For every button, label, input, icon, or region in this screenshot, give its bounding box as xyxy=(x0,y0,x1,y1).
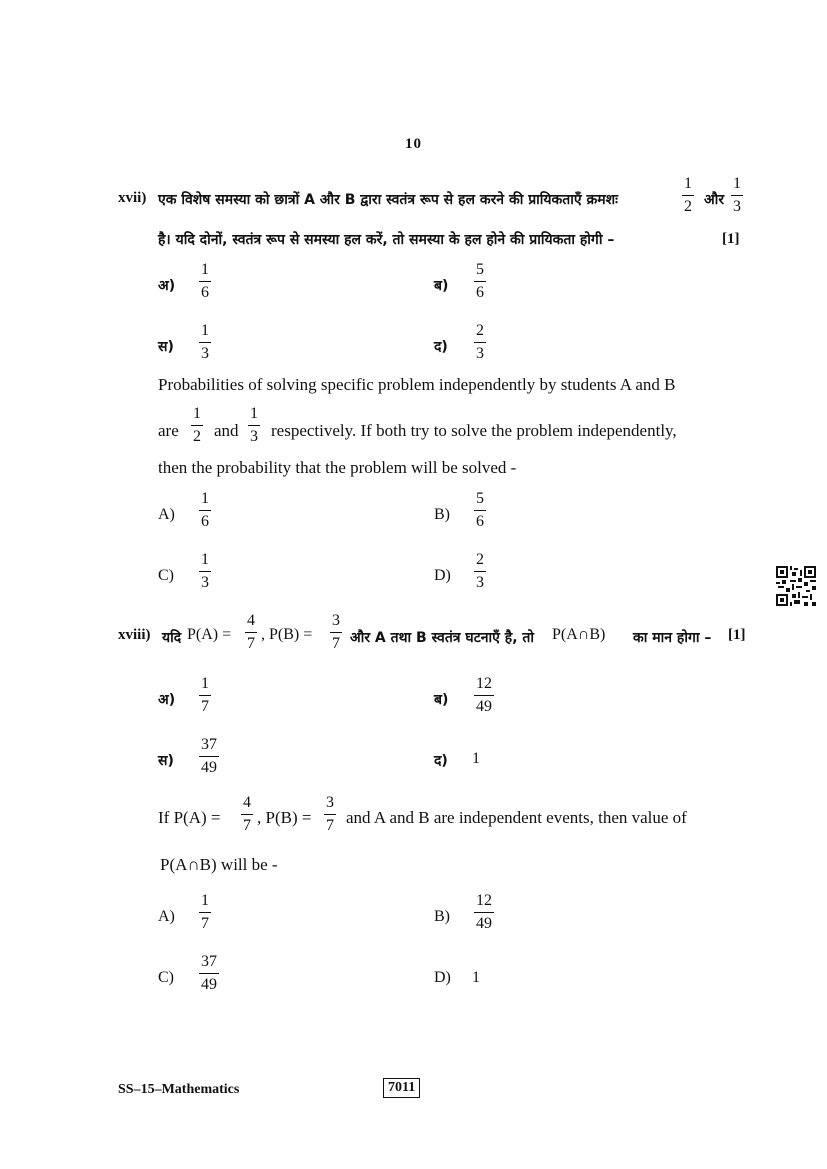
q17-hi-option-a-value xyxy=(199,262,211,301)
q17-en-option-c-value xyxy=(199,552,211,591)
q18-en-option-a-value xyxy=(199,893,211,932)
q17-en-line2: respectively. If both try to solve the problem independently, xyxy=(271,421,677,440)
footer-subject: SS–15–Mathematics xyxy=(118,1082,240,1097)
q18-en-frac-pa xyxy=(241,795,253,834)
q18-frac-pa xyxy=(245,613,257,652)
q18-en-option-b-value xyxy=(474,893,494,932)
q18-hi-option-d-label: द) xyxy=(434,753,448,769)
page-number: 10 xyxy=(405,136,422,152)
numerator: 3 xyxy=(330,613,342,633)
denominator: 7 xyxy=(201,698,209,715)
denominator: 7 xyxy=(247,635,255,652)
q18-en-if: If P(A) = xyxy=(158,808,221,827)
denominator: 7 xyxy=(326,817,334,834)
q18-en-option-c-value xyxy=(199,954,219,993)
q17-hi-option-a-label: अ) xyxy=(158,278,176,294)
denominator: 49 xyxy=(476,698,492,715)
numerator: 37 xyxy=(199,737,219,757)
q17-frac-a xyxy=(682,176,694,215)
denominator: 49 xyxy=(476,915,492,932)
numerator: 4 xyxy=(241,795,253,815)
q17-aur: और xyxy=(704,192,725,208)
numerator: 4 xyxy=(245,613,257,633)
q17-hi-option-c-value xyxy=(199,323,211,362)
q18-hi-option-b-label: ब) xyxy=(434,692,449,708)
q18-en-option-c-label: C) xyxy=(158,969,174,986)
denominator: 49 xyxy=(201,976,217,993)
q18-en-pb: , P(B) = xyxy=(257,808,312,827)
q18-hi-option-d-value: 1 xyxy=(472,750,480,767)
q17-en-and: and xyxy=(214,421,239,440)
denominator: 7 xyxy=(201,915,209,932)
numerator: 1 xyxy=(199,893,211,913)
denominator: 2 xyxy=(193,428,201,445)
qr-code-icon xyxy=(776,566,816,606)
q18-frac-pb xyxy=(330,613,342,652)
q18-hi-option-c-label: स) xyxy=(158,753,174,769)
numerator: 2 xyxy=(474,552,486,572)
q17-hi-option-b-value xyxy=(474,262,486,301)
question-number-18: xviii) xyxy=(118,627,151,643)
numerator: 1 xyxy=(191,406,203,426)
numerator: 1 xyxy=(199,552,211,572)
footer-paper-code: 7011 xyxy=(383,1078,420,1098)
q18-hi-option-b-value xyxy=(474,676,494,715)
q18-hi-option-c-value xyxy=(199,737,219,776)
q18-hindi-rest: और A तथा B स्वतंत्र घटनाएँ है, तो xyxy=(350,630,534,646)
denominator: 3 xyxy=(250,428,258,445)
question-number-17: xvii) xyxy=(118,190,147,206)
q18-en-option-b-label: B) xyxy=(434,908,450,925)
numerator: 1 xyxy=(682,176,694,196)
q17-marks: [1] xyxy=(722,231,740,247)
q17-en-frac-a xyxy=(191,406,203,445)
denominator: 3 xyxy=(476,574,484,591)
q18-hindi-end: का मान होगा – xyxy=(633,630,712,646)
numerator: 1 xyxy=(199,676,211,696)
numerator: 37 xyxy=(199,954,219,974)
q17-hi-option-b-label: ब) xyxy=(434,278,449,294)
q18-en-line2: P(A∩B) will be - xyxy=(160,855,278,874)
q17-en-option-c-label: C) xyxy=(158,567,174,584)
q17-en-line1: Probabilities of solving specific problem independently by students A and B xyxy=(158,375,676,394)
denominator: 6 xyxy=(476,284,484,301)
q17-frac-b xyxy=(731,176,743,215)
q17-en-frac-b xyxy=(248,406,260,445)
q18-pa: P(A) = xyxy=(187,626,232,643)
q17-en-are: are xyxy=(158,421,179,440)
numerator: 2 xyxy=(474,323,486,343)
q17-hi-option-d-label: द) xyxy=(434,339,448,355)
numerator: 3 xyxy=(324,795,336,815)
denominator: 7 xyxy=(243,817,251,834)
denominator: 3 xyxy=(476,345,484,362)
q18-en-frac-pb xyxy=(324,795,336,834)
denominator: 3 xyxy=(201,574,209,591)
q18-hi-option-a-value xyxy=(199,676,211,715)
numerator: 5 xyxy=(474,262,486,282)
q17-en-line3: then the probability that the problem will be solved - xyxy=(158,458,517,477)
q17-hindi-line1: एक विशेष समस्या को छात्रों A और B द्वारा स्वतंत्र रूप से हल करने की प्रायिकताएँ क्रमशः xyxy=(158,192,618,208)
q18-hi-option-a-label: अ) xyxy=(158,692,176,708)
q18-pb: , P(B) = xyxy=(261,626,313,643)
numerator: 12 xyxy=(474,893,494,913)
denominator: 6 xyxy=(201,513,209,530)
q17-hi-option-d-value xyxy=(474,323,486,362)
denominator: 3 xyxy=(201,345,209,362)
numerator: 1 xyxy=(248,406,260,426)
numerator: 1 xyxy=(199,491,211,511)
q18-yadi: यदि xyxy=(162,630,182,646)
q17-en-option-a-value xyxy=(199,491,211,530)
q17-en-option-d-value xyxy=(474,552,486,591)
q17-en-option-b-label: B) xyxy=(434,506,450,523)
numerator: 5 xyxy=(474,491,486,511)
denominator: 6 xyxy=(476,513,484,530)
q18-en-option-d-value: 1 xyxy=(472,969,480,986)
q18-en-option-a-label: A) xyxy=(158,908,175,925)
q17-en-option-d-label: D) xyxy=(434,567,451,584)
numerator: 1 xyxy=(199,262,211,282)
q18-pab: P(A∩B) xyxy=(552,626,606,643)
numerator: 12 xyxy=(474,676,494,696)
denominator: 2 xyxy=(684,198,692,215)
q17-hi-option-c-label: स) xyxy=(158,339,174,355)
denominator: 49 xyxy=(201,759,217,776)
denominator: 3 xyxy=(733,198,741,215)
q17-en-option-a-label: A) xyxy=(158,506,175,523)
q17-en-option-b-value xyxy=(474,491,486,530)
q18-en-rest: and A and B are independent events, then value of xyxy=(346,808,687,827)
q18-marks: [1] xyxy=(728,627,746,643)
numerator: 1 xyxy=(731,176,743,196)
q17-hindi-line2: है। यदि दोनों, स्वतंत्र रूप से समस्या हल करें, तो समस्या के हल होने की प्रायिकता होगी – xyxy=(158,232,615,248)
denominator: 7 xyxy=(332,635,340,652)
denominator: 6 xyxy=(201,284,209,301)
q18-en-option-d-label: D) xyxy=(434,969,451,986)
numerator: 1 xyxy=(199,323,211,343)
